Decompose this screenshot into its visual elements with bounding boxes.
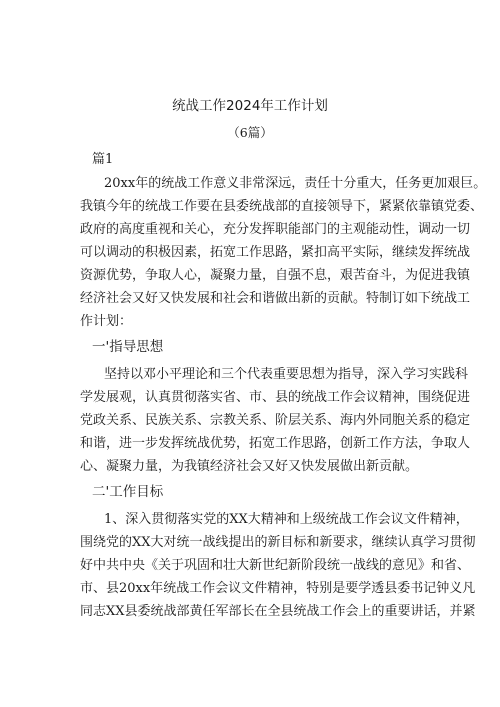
text-line: 学发展观，认真贯彻落实省、市、县的统战工作会议精神，围绕促进 [80,390,471,405]
text-line: 1、深入贯彻落实党的XX大精神和上级统战工作会议文件精神， [104,512,469,527]
text-line: 作计划： [80,314,133,329]
text-line: 围绕党的XX大对统一战线提出的新目标和新要求，继续认真学习贯彻 [80,535,476,550]
text-line: 20xx年的统战工作意义非常深远，责任十分重大，任务更加艰巨。 [104,176,487,191]
section-heading-guiding-ideology: 一'指导思想 [92,339,164,355]
text-line: 好中共中央《关于巩固和壮大新世纪新阶段统一战线的意见》和省、 [80,558,471,573]
text-line: 党政关系、民族关系、宗教关系、阶层关系、海内外同胞关系的稳定 [80,413,471,428]
text-line: 市、县20xx年统战工作会议文件精神，特别是要学透县委书记钟义凡 [80,581,476,596]
text-line: 可以调动的积极因素，拓宽工作思路，紧扣高平实际，继续发挥统战 [80,245,471,260]
text-line: 心、凝聚力量，为我镇经济社会又好又快发展做出新贡献。 [80,459,419,474]
text-line: 政府的高度重视和关心，充分发挥职能部门的主观能动性，调动一切 [80,222,471,237]
document-title: 统战工作2024年工作计划 [172,98,328,114]
intro-paragraph [80,172,487,333]
text-line: 经济社会又好又快发展和社会和谐做出新的贡献。特制订如下统战工 [80,291,471,306]
chapter-label: 篇1 [92,152,114,167]
text-line: 我镇今年的统战工作要在县委统战部的直接领导下，紧紧依靠镇党委、 [80,199,484,214]
text-line: 坚持以邓小平理论和三个代表重要思想为指导，深入学习实践科 [104,367,469,382]
document-body [80,148,487,623]
text-line: 资源优势，争取人心，凝聚力量，自强不息，艰苦奋斗，为促进我镇 [80,268,471,283]
document-subtitle: （6篇） [227,125,273,140]
section2-paragraph [80,508,476,623]
text-line: 和谐，进一步发挥统战优势，拓宽工作思路，创新工作方法，争取人 [80,436,471,451]
text-line: 同志XX县委统战部黄任军部长在全县统战工作会上的重要讲话，并紧 [80,604,476,619]
section-heading-work-goals: 二'工作目标 [92,484,164,500]
section1-paragraph [80,363,471,478]
